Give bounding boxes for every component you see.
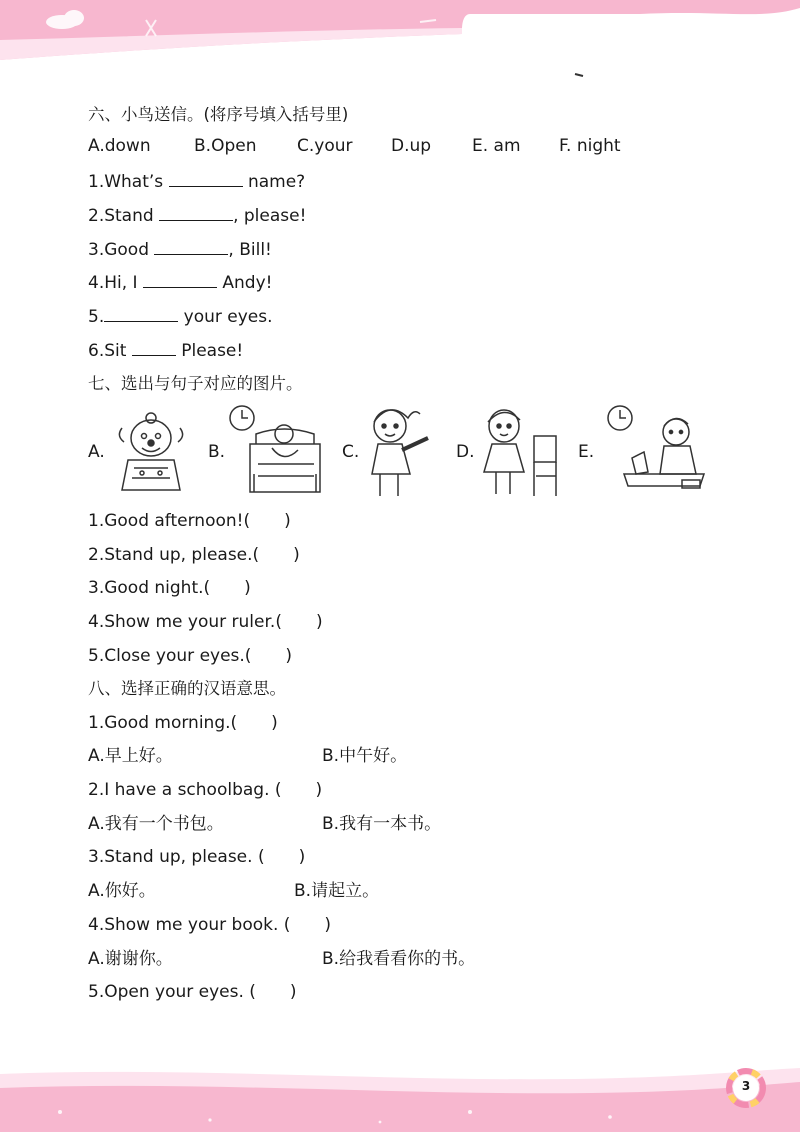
meaning-question-3: 3.Stand up, please. ( ): [88, 847, 306, 867]
option-e: E. am: [472, 136, 521, 156]
answer-blank[interactable]: [159, 204, 233, 221]
option-b: B.Open: [194, 136, 257, 156]
meaning-option-1a[interactable]: A.早上好。: [88, 746, 173, 766]
option-a: A.down: [88, 136, 151, 156]
picture-label-b: B.: [208, 442, 226, 462]
picture-label-c: C.: [342, 442, 360, 462]
fill-question-5: 5. your eyes.: [88, 307, 273, 327]
page-number: 3: [741, 1079, 751, 1093]
meaning-option-4b[interactable]: B.给我看看你的书。: [322, 949, 476, 969]
answer-blank[interactable]: [169, 170, 243, 187]
fill-question-2: 2.Stand , please!: [88, 206, 307, 226]
section-6-title: 六、小鸟送信。(将序号填入括号里): [88, 105, 349, 124]
meaning-option-3a[interactable]: A.你好。: [88, 881, 156, 901]
clown-icon: [112, 412, 190, 492]
fill-question-1: 1.What’s name?: [88, 172, 306, 192]
meaning-option-3b[interactable]: B.请起立。: [294, 881, 380, 901]
answer-blank[interactable]: [143, 271, 217, 288]
section-8-title: 八、选择正确的汉语意思。: [88, 679, 286, 698]
meaning-question-4: 4.Show me your book. ( ): [88, 915, 332, 935]
meaning-option-2b[interactable]: B.我有一本书。: [322, 814, 442, 834]
girl-standing-by-chair-icon: [476, 406, 566, 498]
picture-question-4: 4.Show me your ruler.( ): [88, 612, 323, 632]
meaning-option-1b[interactable]: B.中午好。: [322, 746, 408, 766]
answer-blank[interactable]: [104, 305, 178, 322]
meaning-option-2a[interactable]: A.我有一个书包。: [88, 814, 224, 834]
answer-blank[interactable]: [154, 238, 228, 255]
fill-question-4: 4.Hi, I Andy!: [88, 273, 273, 293]
girl-holding-ruler-icon: [358, 404, 434, 498]
meaning-question-2: 2.I have a schoolbag. ( ): [88, 780, 323, 800]
picture-label-a: A.: [88, 442, 105, 462]
meaning-question-1: 1.Good morning.( ): [88, 713, 278, 733]
top-decorative-band: [0, 0, 800, 78]
picture-label-e: E.: [578, 442, 595, 462]
section-6-options: [88, 136, 728, 158]
picture-question-2: 2.Stand up, please.( ): [88, 545, 300, 565]
picture-options: [88, 404, 728, 500]
meaning-option-4a[interactable]: A.谢谢你。: [88, 949, 173, 969]
meaning-question-5: 5.Open your eyes. ( ): [88, 982, 297, 1002]
answer-blank[interactable]: [132, 339, 176, 356]
picture-label-d: D.: [456, 442, 475, 462]
option-c: C.your: [297, 136, 353, 156]
fill-question-3: 3.Good , Bill!: [88, 240, 272, 260]
boy-at-desk-with-clock-icon: [604, 404, 708, 494]
picture-question-1: 1.Good afternoon!( ): [88, 511, 291, 531]
section-7-title: 七、选出与句子对应的图片。: [88, 374, 303, 393]
picture-question-5: 5.Close your eyes.( ): [88, 646, 293, 666]
option-f: F. night: [559, 136, 621, 156]
girl-in-bed-with-clock-icon: [228, 404, 324, 494]
bottom-decorative-band: [0, 1062, 800, 1132]
page-number-badge: [724, 1066, 768, 1110]
picture-question-3: 3.Good night.( ): [88, 578, 251, 598]
option-d: D.up: [391, 136, 432, 156]
fill-question-6: 6.Sit Please!: [88, 341, 244, 361]
